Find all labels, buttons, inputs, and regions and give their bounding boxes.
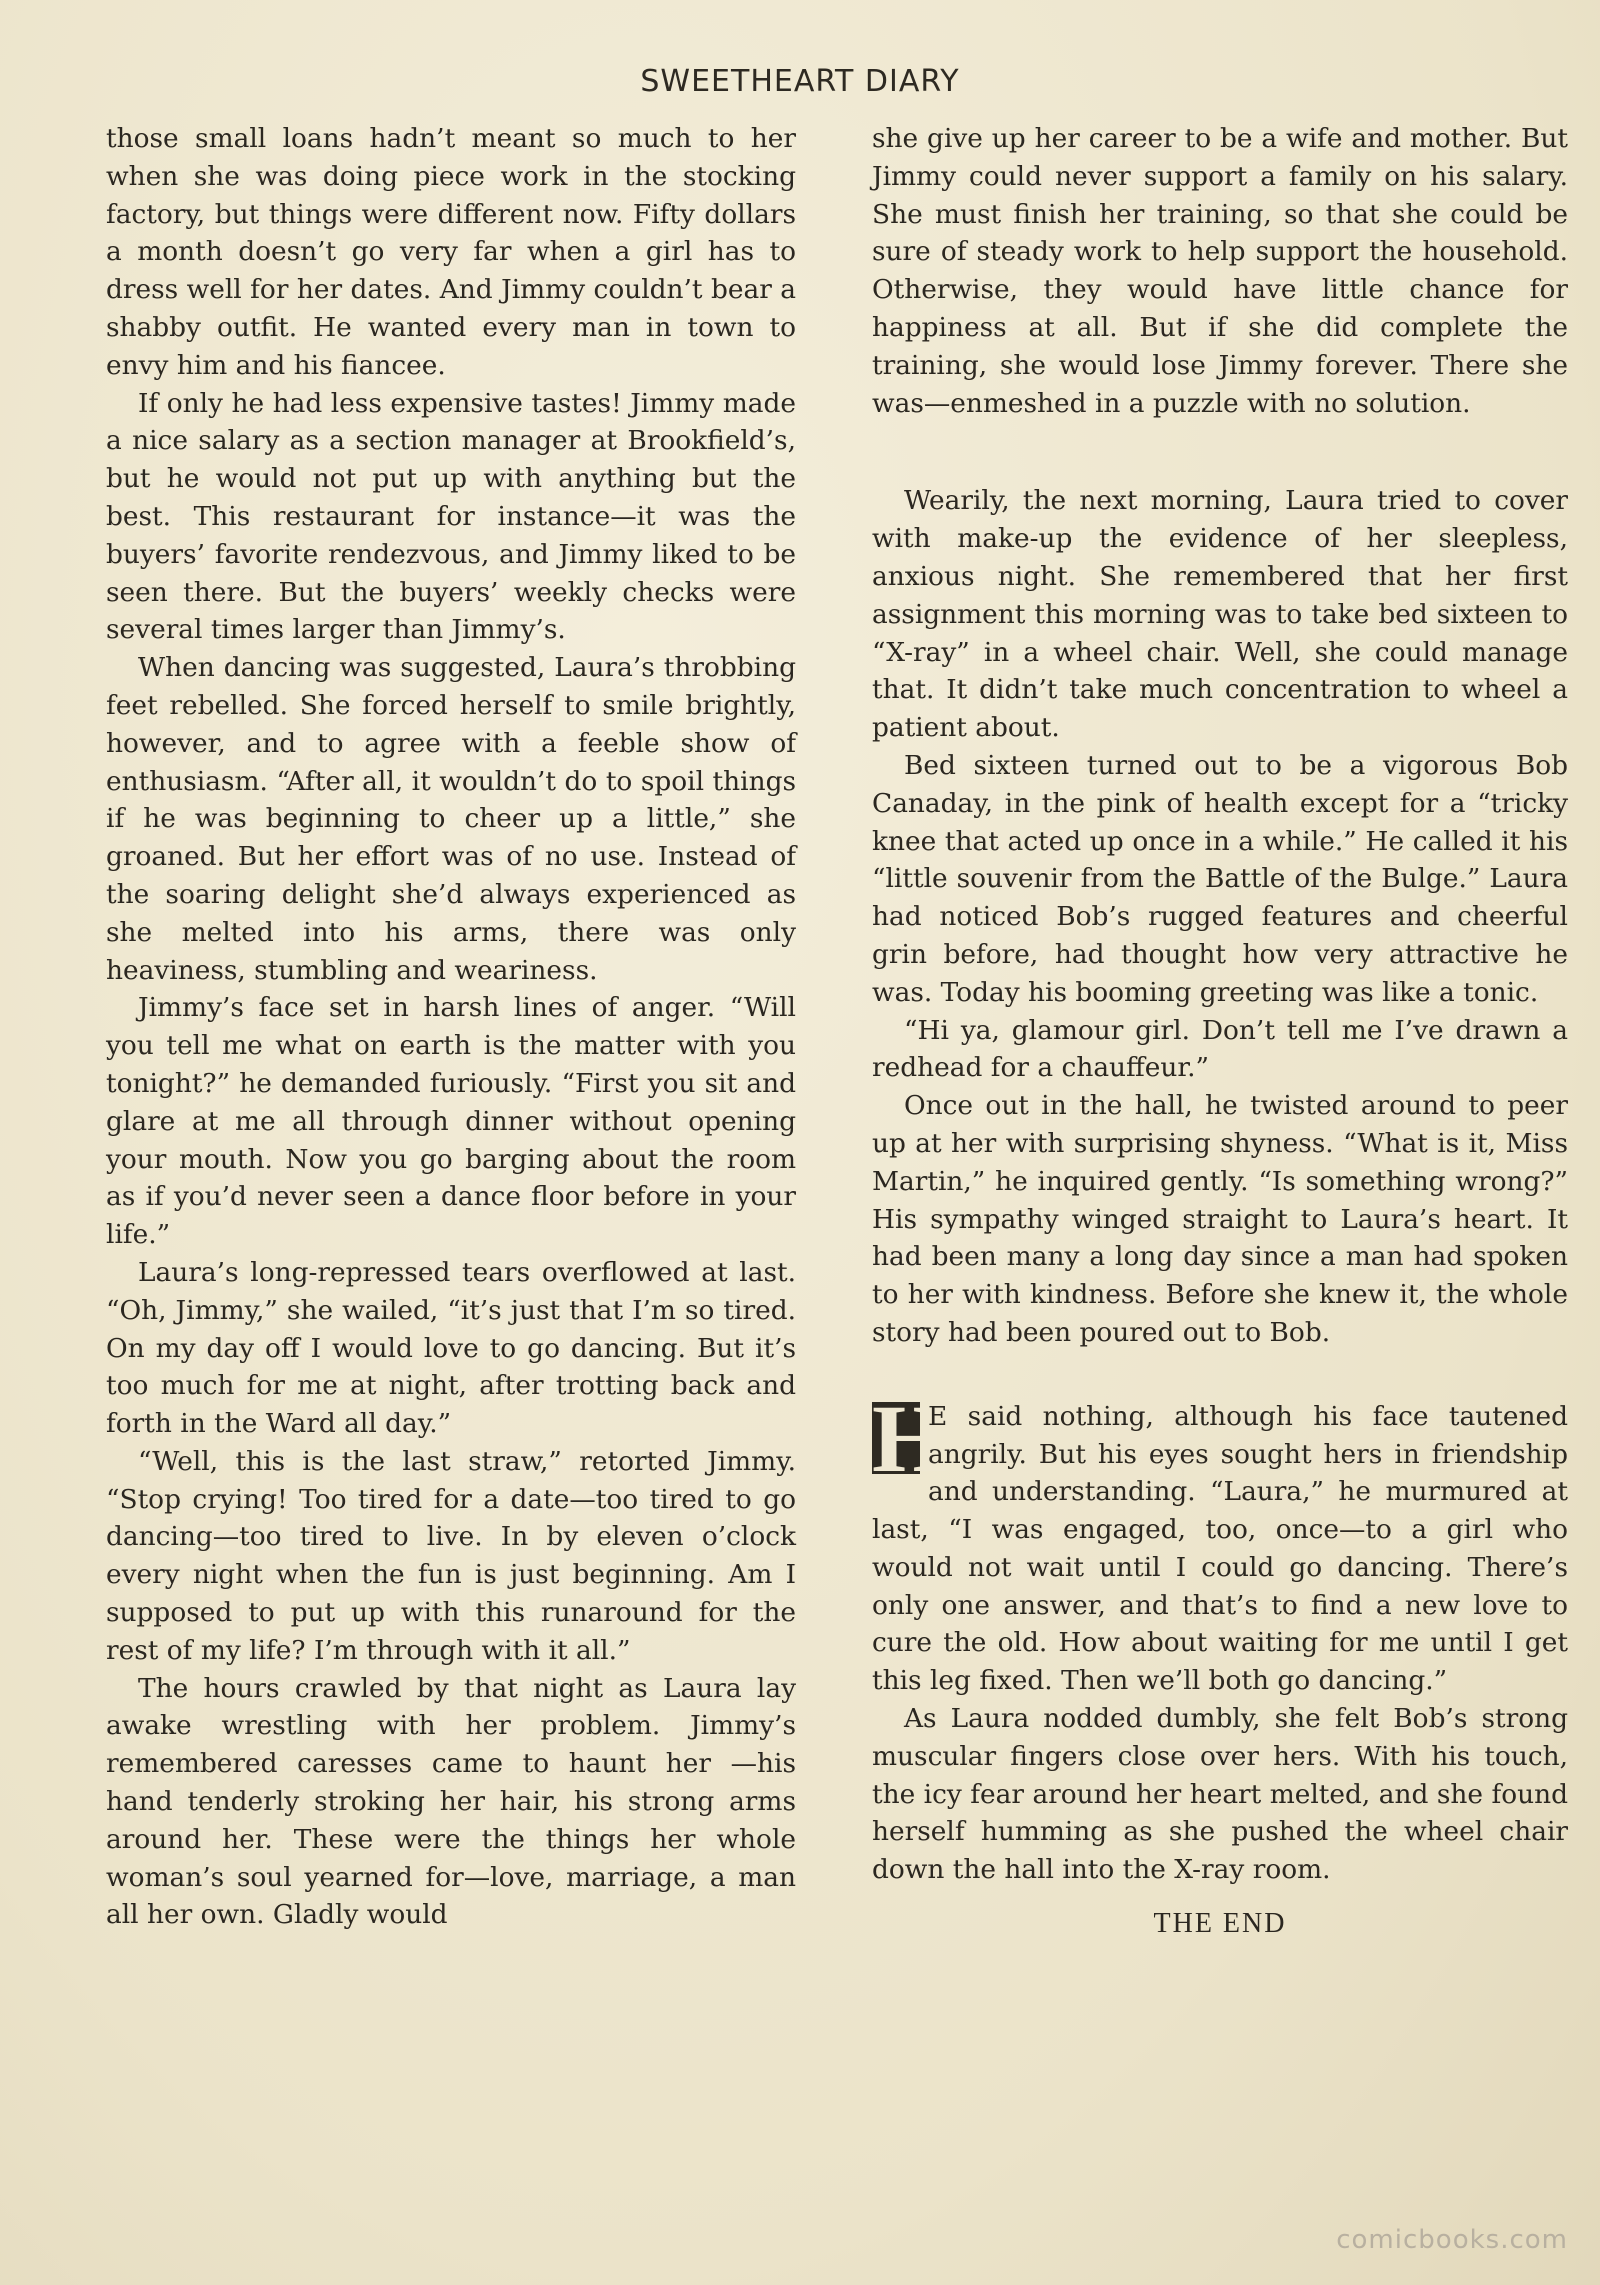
paragraph: Jimmy’s face set in harsh lines of anger. “Will you tell me what on earth is the matter with you tonight?” he demanded furiously. “First you sit and glare at me all through dinner without opening your mouth. Now you go barging about the room as if you’d never seen a dance floor before in your life.” — [106, 992, 796, 1251]
page-header: SWEETHEART DIARY — [640, 64, 960, 99]
left-column — [106, 120, 796, 1934]
paragraph: As Laura nodded dumbly, she felt Bob’s strong muscular fingers close over hers. With his touch, the icy fear around her heart melted, and she found herself humming as she pushed the wheel chair down the hall into the X-ray room. — [872, 1703, 1568, 1886]
the-end-label: THE END — [1153, 1908, 1287, 1940]
paragraph: she give up her career to be a wife and mother. But Jimmy could never support a family on his salary. She must finish her training, so that she could be sure of steady work to help support the household. Otherwise, they would have little chance for happiness at all. But if she did complete the training, she would lose Jimmy forever. There she was—enmeshed in a puzzle with no solution. — [872, 123, 1568, 419]
paragraph: Laura’s long-repressed tears overflowed at last. “Oh, Jimmy,” she wailed, “it’s just that I’m so tired. On my day off I would love to go dancing. But it’s too much for me at night, after trotting back and forth in the Ward all day.” — [106, 1256, 796, 1440]
paragraph-text: E said nothing, although his face tautened angrily. But his eyes sought hers in friendship and understanding. “Laura,” he murmured at last, “I was engaged, too, once—to a girl who would not wait until I could go dancing. There’s only one answer, and that’s to find a new love to cure the old. How about waiting for me until I get this leg fixed. Then we’ll both go dancing.” — [872, 1400, 1568, 1697]
paragraph: Wearily, the next morning, Laura tried to cover with make-up the evidence of her sleepless, anxious night. She remembered that her first assignment this morning was to take bed sixteen to “X-ray” in a wheel chair. Well, she could manage that. It didn’t take much concentration to wheel a patient about. — [872, 485, 1568, 744]
right-column — [872, 120, 1568, 1943]
watermark: comicbooks.com — [1336, 2225, 1568, 2255]
paragraph: “Well, this is the last straw,” retorted Jimmy. “Stop crying! Too tired for a date—too tired to go dancing—too tired to live. In by eleven o’clock every night when the fun is just beginning. Am I supposed to put up with this runaround for the rest of my life? I’m through with it all.” — [106, 1445, 796, 1666]
paragraph: “Hi ya, glamour girl. Don’t tell me I’ve drawn a redhead for a chauffeur.” — [872, 1014, 1568, 1084]
paragraph: those small loans hadn’t meant so much to her when she was doing piece work in the stocking factory, but things were different now. Fifty dollars a month doesn’t go very far when a girl has to dress well for her dates. And Jimmy couldn’t bear a shabby outfit. He wanted every man in town to envy him and his fiancee. — [106, 123, 796, 381]
paragraph: When dancing was suggested, Laura’s throbbing feet rebelled. She forced herself to smile brightly, however, and to agree with a feeble show of enthusiasm. “After all, it wouldn’t do to spoil things if he was beginning to cheer up a little,” she groaned. But her effort was of no use. Instead of the soaring delight she’d always experienced as she melted into his arms, there was only heaviness, stumbling and weariness. — [106, 652, 796, 986]
paragraph: Bed sixteen turned out to be a vigorous Bob Canaday, in the pink of health except for a “tricky knee that acted up once in a while.” He called it his “little souvenir from the Battle of the Bulge.” Laura had noticed Bob’s rugged features and cheerful grin before, had thought how very attractive he was. Today his booming greeting was like a tonic. — [872, 749, 1568, 1008]
paragraph: Once out in the hall, he twisted around to peer up at her with surprising shyness. “What is it, Miss Martin,” he inquired gently. “Is something wrong?” His sympathy winged straight to Laura’s heart. It had been many a long day since a man had spoken to her with kindness. Before she knew it, the whole story had been poured out to Bob. — [872, 1090, 1568, 1348]
paragraph: If only he had less expensive tastes! Jimmy made a nice salary as a section manager at Brookfield’s, but he would not put up with anything but the best. This restaurant for instance—it was the buyers’ favorite rendezvous, and Jimmy liked to be seen there. But the buyers’ weekly checks were several times larger than Jimmy’s. — [106, 387, 796, 646]
paragraph: The hours crawled by that night as Laura lay awake wrestling with her problem. Jimmy’s remembered caresses came to haunt her —his hand tenderly stroking her hair, his strong arms around her. These were the things her whole woman’s soul yearned for—love, marriage, a man all her own. Gladly would — [106, 1672, 796, 1931]
drop-cap: H — [872, 1384, 947, 1492]
paragraph-with-dropcap — [872, 1384, 1568, 1700]
